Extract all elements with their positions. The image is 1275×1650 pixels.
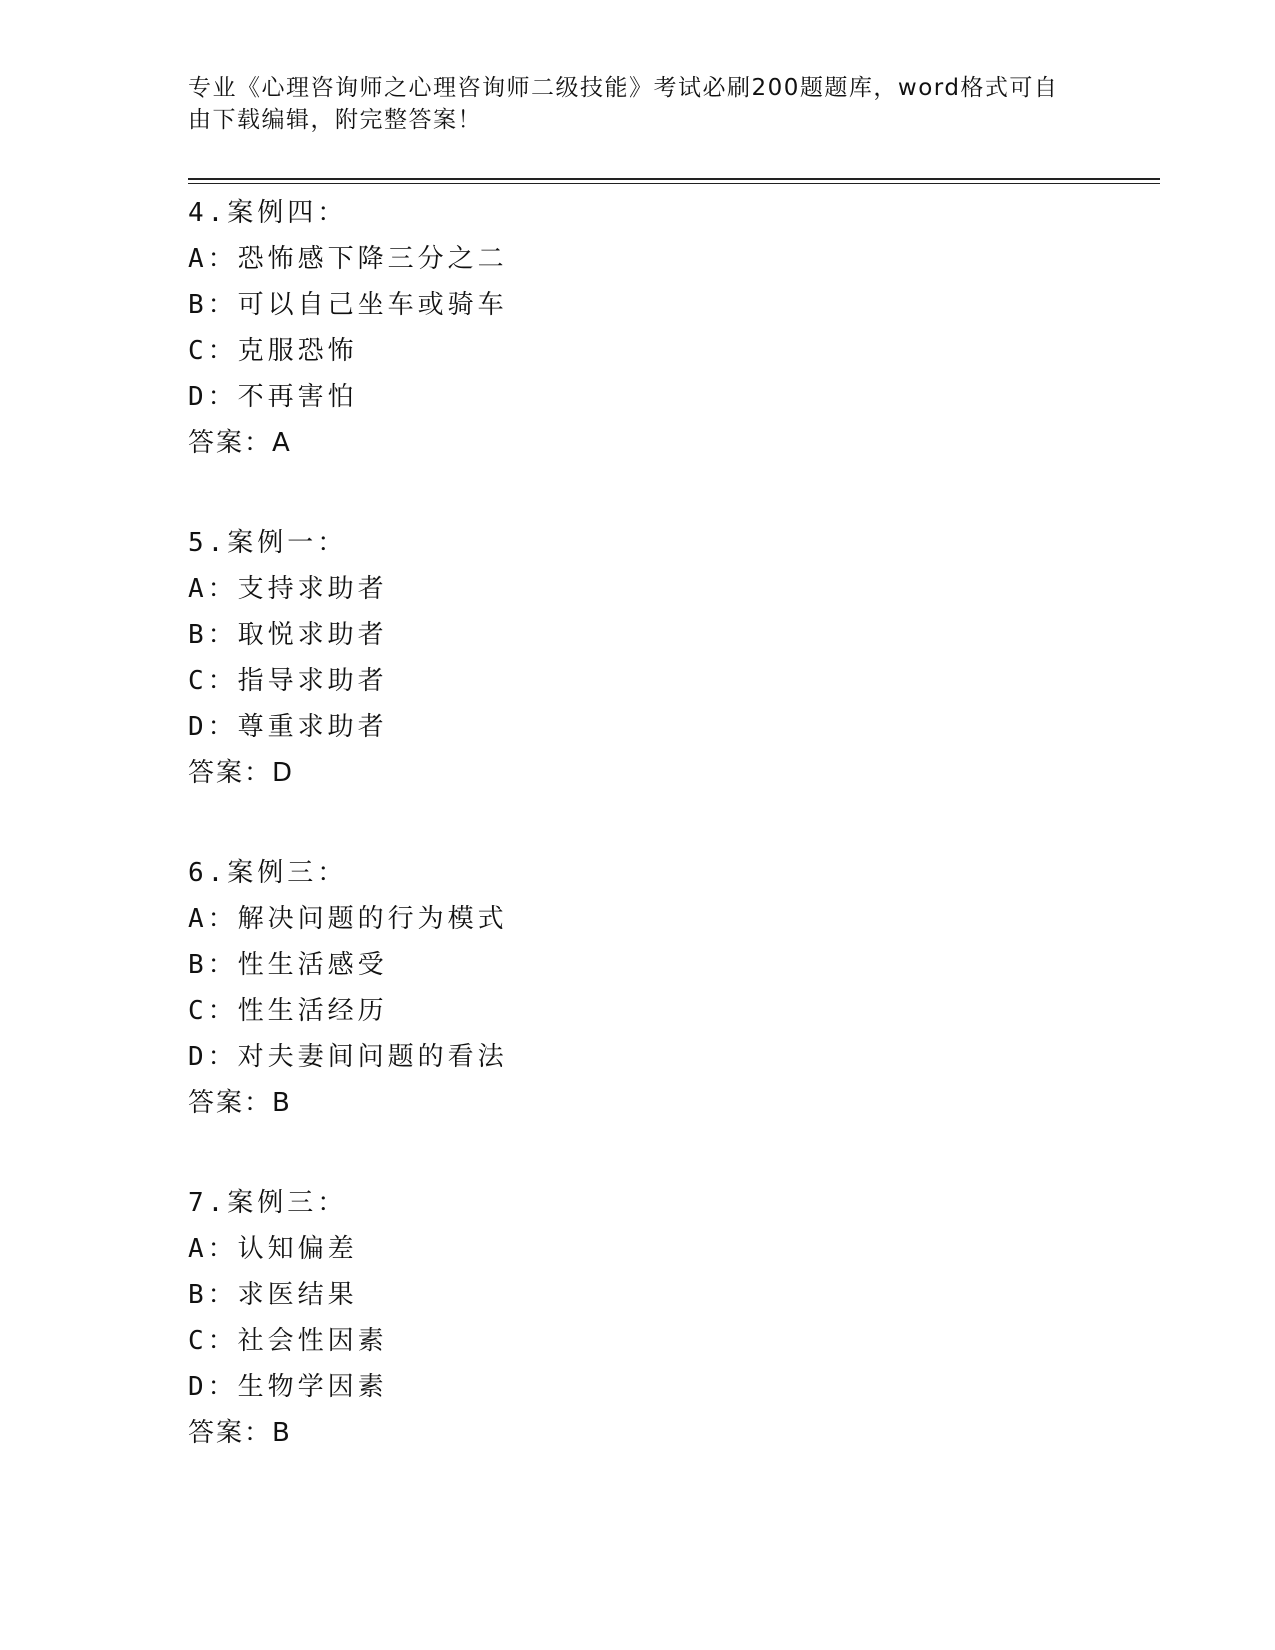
question-title: 4.案例四：: [188, 198, 348, 228]
header-divider-thick: [188, 178, 1160, 180]
option-a: A：认知偏差: [188, 1234, 358, 1264]
answer-line: [188, 750, 1088, 796]
answer-label: 答案：: [188, 1088, 273, 1118]
option-b: B：可以自己坐车或骑车: [188, 290, 508, 320]
option-c: C：社会性因素: [188, 1326, 388, 1356]
question-item: [188, 1180, 1088, 1456]
option-d: D：不再害怕: [188, 382, 358, 412]
option-d: D：生物学因素: [188, 1372, 388, 1402]
answer-label: 答案：: [188, 758, 273, 788]
question-title: 6.案例三：: [188, 858, 348, 888]
header-divider-thin: [188, 183, 1160, 184]
question-title: 5.案例一：: [188, 528, 348, 558]
question-title: 7.案例三：: [188, 1188, 348, 1218]
option-c: C：性生活经历: [188, 996, 388, 1026]
question-item: [188, 190, 1088, 466]
answer-value: D: [272, 758, 295, 788]
option-c: C：克服恐怖: [188, 336, 358, 366]
document-header: [188, 72, 1088, 136]
question-item: [188, 850, 1088, 1126]
question-item: [188, 520, 1088, 796]
answer-value: A: [272, 428, 292, 458]
answer-line: [188, 1410, 1088, 1456]
option-b: B：求医结果: [188, 1280, 358, 1310]
option-a: A：支持求助者: [188, 574, 388, 604]
answer-line: [188, 1080, 1088, 1126]
option-b: B：性生活感受: [188, 950, 388, 980]
answer-label: 答案：: [188, 1418, 273, 1448]
answer-value: B: [272, 1088, 292, 1118]
answer-label: 答案：: [188, 428, 273, 458]
header-line-1: 专业《心理咨询师之心理咨询师二级技能》考试必刷200题题库，word格式可自: [188, 75, 1059, 101]
option-c: C：指导求助者: [188, 666, 388, 696]
option-d: D：尊重求助者: [188, 712, 388, 742]
option-a: A：解决问题的行为模式: [188, 904, 508, 934]
answer-value: B: [272, 1418, 292, 1448]
answer-line: [188, 420, 1088, 466]
header-line-2: 由下载编辑，附完整答案！: [188, 107, 482, 133]
question-list: [188, 190, 1088, 1510]
option-a: A：恐怖感下降三分之二: [188, 244, 508, 274]
option-d: D：对夫妻间问题的看法: [188, 1042, 508, 1072]
option-b: B：取悦求助者: [188, 620, 388, 650]
